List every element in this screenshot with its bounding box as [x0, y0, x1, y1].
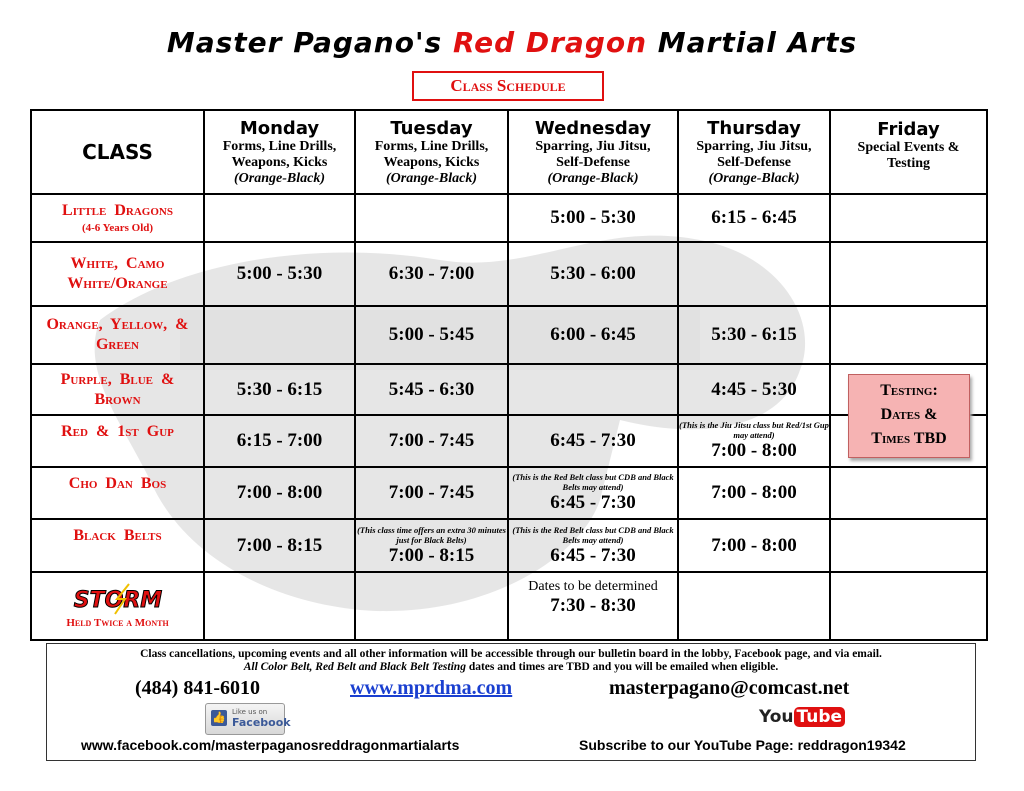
day-desc: Self-Defense: [717, 154, 791, 170]
time-cell: 5:30 - 6:15: [204, 364, 355, 415]
storm-note: Dates to be determined: [528, 579, 658, 594]
day-desc: Weapons, Kicks: [231, 154, 328, 170]
fb-badge-small: Like us on: [232, 708, 268, 716]
friday-cell: [830, 467, 987, 519]
footer-italic: All Color Belt, Red Belt and Black Belt Testing: [243, 661, 466, 673]
facebook-url[interactable]: www.facebook.com/masterpaganosreddragonmartialarts: [81, 737, 460, 753]
youtube-logo-icon[interactable]: [759, 707, 845, 727]
time-cell: 6:30 - 7:00: [355, 242, 508, 306]
table-row: [31, 415, 987, 467]
time-cell: [204, 572, 355, 640]
table-row: [31, 572, 987, 640]
time-cell: [678, 242, 830, 306]
class-name-cell: Red & 1st Gup: [31, 415, 204, 467]
schedule-table: [30, 109, 988, 641]
email-address[interactable]: masterpagano@comcast.net: [609, 677, 850, 699]
time-cell: [204, 194, 355, 242]
day-name: Tuesday: [390, 117, 473, 139]
day-name: Wednesday: [534, 117, 652, 139]
time-cell: [508, 572, 678, 640]
day-header-monday: [204, 110, 355, 194]
class-name-cell: Black Belts: [31, 519, 204, 572]
day-desc: Special Events &: [857, 140, 960, 155]
time-cell: 6:00 - 6:45: [508, 306, 678, 364]
friday-cell: [830, 519, 987, 572]
class-name-cell: [31, 194, 204, 242]
day-belt: (Orange-Black): [234, 170, 325, 186]
title-red: Red Dragon: [452, 26, 648, 59]
time-cell: 6:15 - 6:45: [678, 194, 830, 242]
storm-logo-icon: [59, 583, 177, 615]
day-desc: Forms, Line Drills,: [374, 138, 489, 154]
time-cell: [678, 415, 830, 467]
time-cell: 6:45 - 7:30: [508, 415, 678, 467]
time-cell: [508, 519, 678, 572]
day-header-tuesday: [355, 110, 508, 194]
testing-badge: [848, 374, 970, 458]
class-header: CLASS: [31, 110, 204, 194]
time-cell: 5:45 - 6:30: [355, 364, 508, 415]
time-cell: [355, 194, 508, 242]
title-suffix: Martial Arts: [647, 26, 858, 59]
page-title: [0, 26, 1024, 59]
time-cell: 6:15 - 7:00: [204, 415, 355, 467]
testing-line: Testing:: [880, 382, 938, 399]
footer-testing-info: [47, 661, 975, 673]
day-name: Monday: [239, 117, 320, 139]
time-cell: 7:00 - 8:00: [678, 467, 830, 519]
day-header-friday: [830, 110, 987, 194]
yt-tube: Tube: [794, 707, 846, 727]
class-note: (This is the Red Belt class but CDB and Black Belts may attend): [512, 472, 674, 492]
storm-logo-text: STORM: [73, 588, 162, 613]
class-schedule-label: Class Schedule: [412, 71, 604, 101]
time-cell: 7:00 - 8:00: [678, 519, 830, 572]
time-value: 7:30 - 8:30: [550, 595, 636, 616]
time-cell: 7:00 - 7:45: [355, 415, 508, 467]
youtube-subscribe-text: Subscribe to our YouTube Page: reddragon19342: [579, 737, 906, 753]
time-cell: 5:30 - 6:15: [678, 306, 830, 364]
day-belt: (Orange-Black): [547, 170, 639, 186]
day-name: Friday: [877, 119, 940, 140]
testing-line: Dates &: [880, 406, 938, 423]
day-belt: (Orange-Black): [386, 170, 477, 186]
day-name: Thursday: [707, 117, 801, 139]
class-note: (This class time offers an extra 30 minutes just for Black Belts): [357, 524, 506, 545]
class-note: (This is the Jiu Jitsu class but Red/1st Gup may attend): [679, 420, 829, 440]
time-cell: 4:45 - 5:30: [678, 364, 830, 415]
header-row: [31, 110, 987, 194]
phone-number: (484) 841-6010: [135, 677, 260, 699]
friday-cell: [830, 242, 987, 306]
time-value: 6:45 - 7:30: [550, 544, 636, 566]
class-name-cell: Purple, Blue & Brown: [31, 364, 204, 415]
time-value: 6:45 - 7:30: [550, 492, 636, 513]
table-row: [31, 242, 987, 306]
time-cell: 5:00 - 5:30: [204, 242, 355, 306]
time-value: 7:00 - 8:00: [711, 440, 797, 461]
class-age: (4-6 Years Old): [81, 222, 154, 234]
friday-cell: [830, 572, 987, 640]
day-desc: Weapons, Kicks: [383, 154, 480, 170]
class-name-cell: Cho Dan Bos: [31, 467, 204, 519]
friday-cell: [830, 306, 987, 364]
title-prefix: Master Pagano's: [166, 26, 453, 59]
day-desc: Sparring, Jiu Jitsu,: [535, 138, 651, 154]
time-cell: [508, 467, 678, 519]
class-note: (This is the Red Belt class but CDB and Black Belts may attend): [512, 524, 674, 545]
table-row: [31, 519, 987, 572]
time-cell: 5:00 - 5:45: [355, 306, 508, 364]
day-desc: Forms, Line Drills,: [222, 138, 337, 154]
day-belt: (Orange-Black): [708, 170, 800, 186]
time-cell: [355, 519, 508, 572]
thumbs-up-icon: 👍: [212, 712, 226, 724]
time-cell: 7:00 - 7:45: [355, 467, 508, 519]
time-cell: 7:00 - 8:15: [204, 519, 355, 572]
time-cell: [355, 572, 508, 640]
time-value: 7:00 - 8:15: [388, 544, 475, 566]
time-cell: 5:00 - 5:30: [508, 194, 678, 242]
yt-you: You: [759, 707, 794, 727]
table-row: [31, 194, 987, 242]
footer: [46, 643, 976, 761]
day-desc: Self-Defense: [556, 154, 630, 170]
day-desc: Sparring, Jiu Jitsu,: [696, 138, 812, 154]
storm-cell: [31, 572, 204, 640]
class-name-cell: White, Camo White/Orange: [31, 242, 204, 306]
table-row: [31, 467, 987, 519]
website-link[interactable]: www.mprdma.com: [350, 677, 513, 699]
class-name-cell: Orange, Yellow, & Green: [31, 306, 204, 364]
friday-cell: [830, 194, 987, 242]
day-header-thursday: [678, 110, 830, 194]
time-cell: [678, 572, 830, 640]
footer-info: Class cancellations, upcoming events and all other information will be accessible through our bulletin board in the lobby, Facebook page, and via email.: [140, 648, 882, 660]
day-desc: Testing: [886, 156, 931, 171]
day-header-wednesday: [508, 110, 678, 194]
table-row: [31, 364, 987, 415]
time-cell: [204, 306, 355, 364]
time-cell: 7:00 - 8:00: [204, 467, 355, 519]
table-row: [31, 306, 987, 364]
footer-rest: dates and times are TBD and you will be emailed when eligible.: [465, 661, 779, 673]
facebook-like-button[interactable]: [205, 703, 291, 735]
storm-caption: Held Twice a Month: [66, 617, 169, 629]
fb-badge-big: Facebook: [232, 716, 291, 729]
time-cell: [508, 364, 678, 415]
testing-line: Times TBD: [871, 430, 947, 447]
time-cell: 5:30 - 6:00: [508, 242, 678, 306]
class-name: Little Dragons: [62, 202, 173, 219]
